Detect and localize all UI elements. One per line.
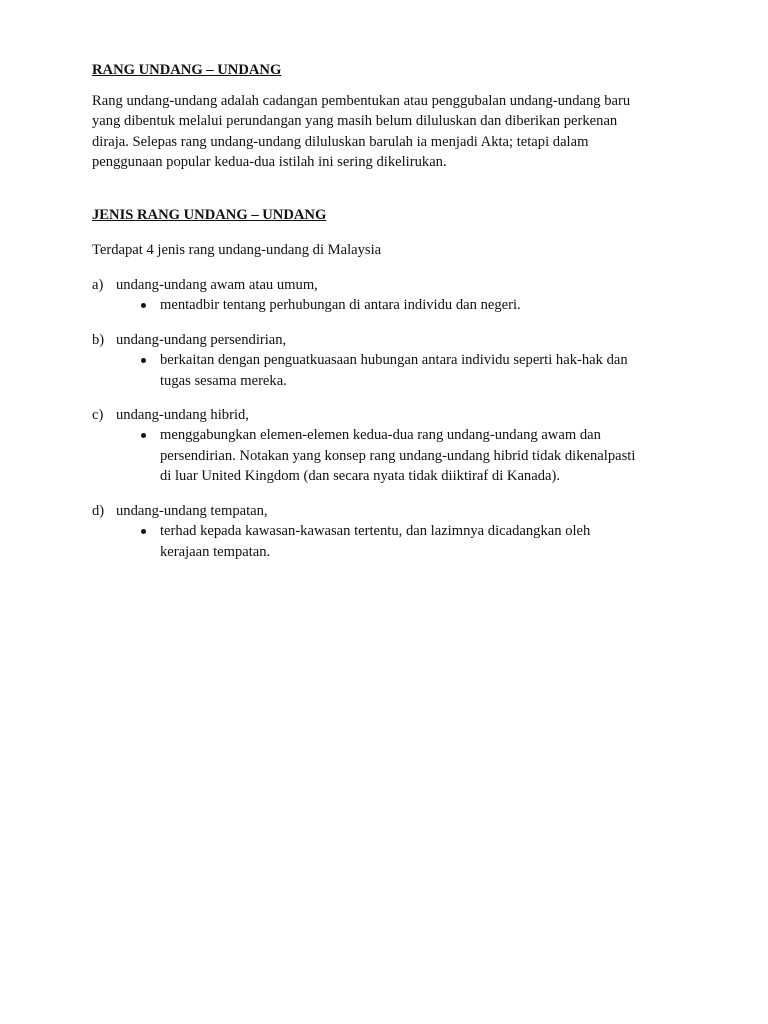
list-marker: b) [92, 331, 105, 348]
bullet-line: terhad kepada kawasan-kawasan tertentu, dan lazimnya dicadangkan oleh [160, 523, 591, 540]
bullet-item [92, 521, 682, 562]
list-item-d [92, 501, 682, 562]
intro-paragraph [92, 91, 682, 173]
bullet-list [92, 295, 682, 315]
bullet-line: tugas sesama mereka. [160, 372, 287, 389]
intro-line: Rang undang-undang adalah cadangan pembentukan atau penggubalan undang-undang baru [92, 93, 631, 109]
bullet-dot-icon [136, 295, 160, 315]
list-item-c [92, 405, 682, 487]
intro-line: penggunaan popular kedua-dua istilah ini sering dikelirukan. [92, 154, 447, 171]
bullet-line: mentadbir tentang perhubungan di antara individu dan negeri. [160, 297, 521, 314]
bullet-list [92, 425, 682, 486]
bullet-text [160, 350, 682, 391]
list-item-label: undang-undang awam atau umum, [116, 277, 318, 294]
bullet-dot-icon [136, 425, 160, 486]
intro-line: yang dibentuk melalui perundangan yang masih belum diluluskan dan diberikan perkenan [92, 113, 618, 130]
list-marker: c) [92, 407, 104, 424]
bullet-line: di luar United Kingdom (dan secara nyata tidak diiktiraf di Kanada). [160, 468, 560, 485]
list-item-b [92, 330, 682, 391]
bullet-text [160, 425, 682, 486]
bullet-dot-icon [136, 521, 160, 562]
list-marker: d) [92, 502, 105, 519]
bullet-dot-icon [136, 350, 160, 391]
bullet-item [92, 295, 682, 315]
section-heading-rang-undang-undang: RANG UNDANG – UNDANG [92, 62, 282, 78]
list-item-label: undang-undang tempatan, [116, 502, 268, 519]
bullet-line: kerajaan tempatan. [160, 543, 271, 560]
bullet-item [92, 425, 682, 486]
bullet-line: menggabungkan elemen-elemen kedua-dua rang undang-undang awam dan [160, 427, 601, 444]
list-item-label: undang-undang hibrid, [116, 407, 249, 424]
bullet-text [160, 295, 682, 315]
bullet-line: berkaitan dengan penguatkuasaan hubungan antara individu seperti hak-hak dan [160, 352, 628, 369]
document-body [92, 60, 682, 576]
section-heading-jenis-rang-undang-undang: JENIS RANG UNDANG – UNDANG [92, 206, 327, 223]
list-item-label: undang-undang persendirian, [116, 331, 287, 348]
intro-line: diraja. Selepas rang undang-undang diluluskan barulah ia menjadi Akta; tetapi dalam [92, 133, 589, 150]
bullet-text [160, 521, 682, 562]
lead-sentence: Terdapat 4 jenis rang undang-undang di Malaysia [92, 241, 382, 258]
bullet-item [92, 350, 682, 391]
list-item-a [92, 275, 682, 316]
bullet-list [92, 521, 682, 562]
list-marker: a) [92, 277, 104, 294]
bullet-line: persendirian. Notakan yang konsep rang undang-undang hibrid tidak dikenalpasti [160, 447, 636, 464]
bullet-list [92, 350, 682, 391]
